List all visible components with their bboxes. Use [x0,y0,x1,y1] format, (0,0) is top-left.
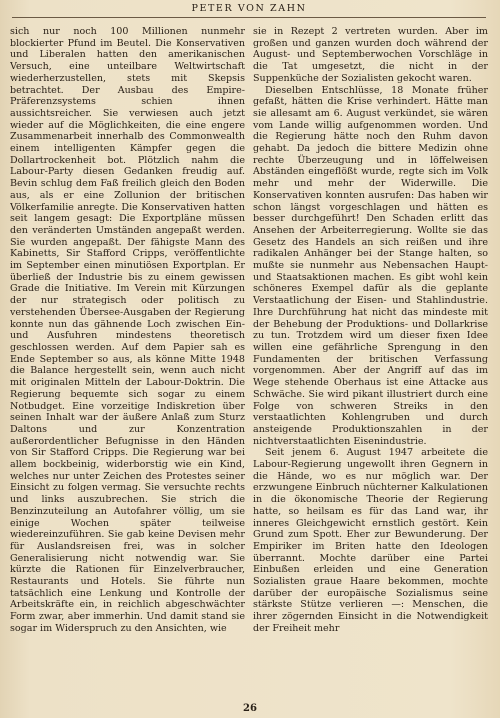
running-header: PETER VON ZAHN [12,3,486,18]
paragraph: sie in Rezept 2 vertreten wurden. Aber im großen und ganzen wurden doch während der August- und Septemberwochen Vorschläge in die Tat umgesetzt, die nicht in der Suppenküche der Sozialisten gekocht waren. [253,26,488,84]
text-columns [10,26,488,694]
paragraph: Seit jenem 6. August 1947 arbeitete die Labour-Regierung ungewollt ihren Gegnern in die Hände, wo es nur möglich war. Der erzwungene Einbruch nüchterner Kalkulationen in die ökonomische Theorie der Regierung hatte, so heilsam es für das Land war, ihr inneres Gleichgewicht ernstlich gestört. Kein Grund zum Spott. Eher zur Bewunderung. Der Empiriker im Briten hatte den Ideologen überrannt. Mochte darüber eine Partei Einbußen erleiden und eine Generation Sozialisten graue Haare bekommen, mochte darüber der europäische Sozialismus seine stärkste Stütze verlieren —: Menschen, die ihrer zögernden Einsicht in die Notwendigkeit der Freiheit mehr [253,447,488,634]
left-column [10,26,245,694]
paragraph: Dieselben Entschlüsse, 18 Monate früher gefaßt, hätten die Krise verhindert. Hätte man sie allesamt am 6. August verkündet, sie wären vom Lande willig aufgenommen worden. Und die Regierung hätte noch den Ruhm davon gehabt. Da jedoch die bittere Medizin ohne rechte Überzeugung und in löffelweisen Abständen eingeflößt wurde, regte sich im Volk mehr und mehr der Widerwille. Die Konservativen konnten ausrufen: Das haben wir schon längst vorgeschlagen und hätten es besser durchgeführt! Den Schaden erlitt das Ansehen der Arbeiterregierung. Wollte sie das Gesetz des Handels an sich reißen und ihre radikalen Anhänger bei der Stange halten, so mußte sie nunmehr aus Nebensachen Haupt- und Staatsaktionen machen. Es gibt wohl kein schöneres Exempel dafür als die geplante Verstaatlichung der Eisen- und Stahlindustrie. Ihre Durchführung hat nicht das mindeste mit der Behebung der Produktions- und Dollarkrise zu tun. Trotzdem wird um dieser fixen Idee willen eine gefährliche Sprengung in den Fundamenten der britischen Verfassung vorgenommen. Aber der Angriff auf das im Wege stehende Oberhaus ist eine Attacke aus Schwäche. Sie wird pikant illustriert durch eine Folge von schweren Streiks in den verstaatlichten Kohlengruben und durch ansteigende Produktionszahlen in der nichtverstaatlichten Eisenindustrie. [253,84,488,447]
paragraph: sich nur noch 100 Millionen nunmehr blockierter Pfund im Beutel. Die Konservativen und Liberalen hatten den amerikanischen Versuch, eine unteilbare Weltwirtschaft wiederherzustellen, stets mit Skepsis betrachtet. Der Ausbau des Empire-Präferenzsystems schien ihnen aussichtsreicher. Sie verwiesen auch jetzt wieder auf die Möglichkeiten, die eine engere Zusammenarbeit innerhalb des Commonwealth einem intelligenten Kämpfer gegen die Dollartrockenheit bot. Plötzlich nahm die Labour-Party diesen Gedanken freudig auf. Bevin schlug dem Faß freilich gleich den Boden aus, als er eine Zollunion der britischen Völkerfamilie anregte. Die Konservativen hatten seit langem gesagt: Die Exportpläne müssen den veränderten Umständen angepaßt werden. Sie wurden angepaßt. Der fähigste Mann des Kabinetts, Sir Stafford Cripps, veröffentlichte im September einen minutiösen Exportplan. Er überließ der Industrie bis zu einem gewissen Grade die Initiative. Im Verein mit Kürzungen der nur strategisch oder politisch zu verstehenden Übersee-Ausgaben der Regierung konnte nun das gähnende Loch zwischen Ein- und Ausfuhren mindestens theoretisch geschlossen werden. Auf dem Papier sah es Ende September so aus, als könne Mitte 1948 die Balance hergestellt sein, wenn auch nicht mit originalen Mitteln der Labour-Doktrin. Die Regierung bequemte sich sogar zu einem Notbudget. Eine vorzeitige Indiskretion über seinen Inhalt war der äußere Anlaß zum Sturz Daltons und zur Konzentration außerordentlicher Befugnisse in den Händen von Sir Stafford Cripps. Die Regierung war bei allem bockbeinig, widerborstig wie ein Kind, welches nur unter Zeichen des Protestes seiner Einsicht zu folgen vermag. Sie versuchte rechts und links auszubrechen. Sie strich die Benzinzuteilung an Autofahrer völlig, um sie einige Wochen später teilweise wiedereinzuführen. Sie gab keine Devisen mehr für Auslandsreisen frei, was in solcher Generalisierung nicht notwendig war. Sie kürzte die Rationen für Einzelverbraucher, Restaurants und Hotels. Sie führte nun tatsächlich eine Lenkung und Kontrolle der Arbeitskräfte ein, in reichlich abgeschwächter Form zwar, aber immerhin. Und damit stand sie sogar im Widerspruch zu den Ansichten, wie [10,26,245,634]
right-column [253,26,488,694]
page-number: 26 [243,703,257,714]
